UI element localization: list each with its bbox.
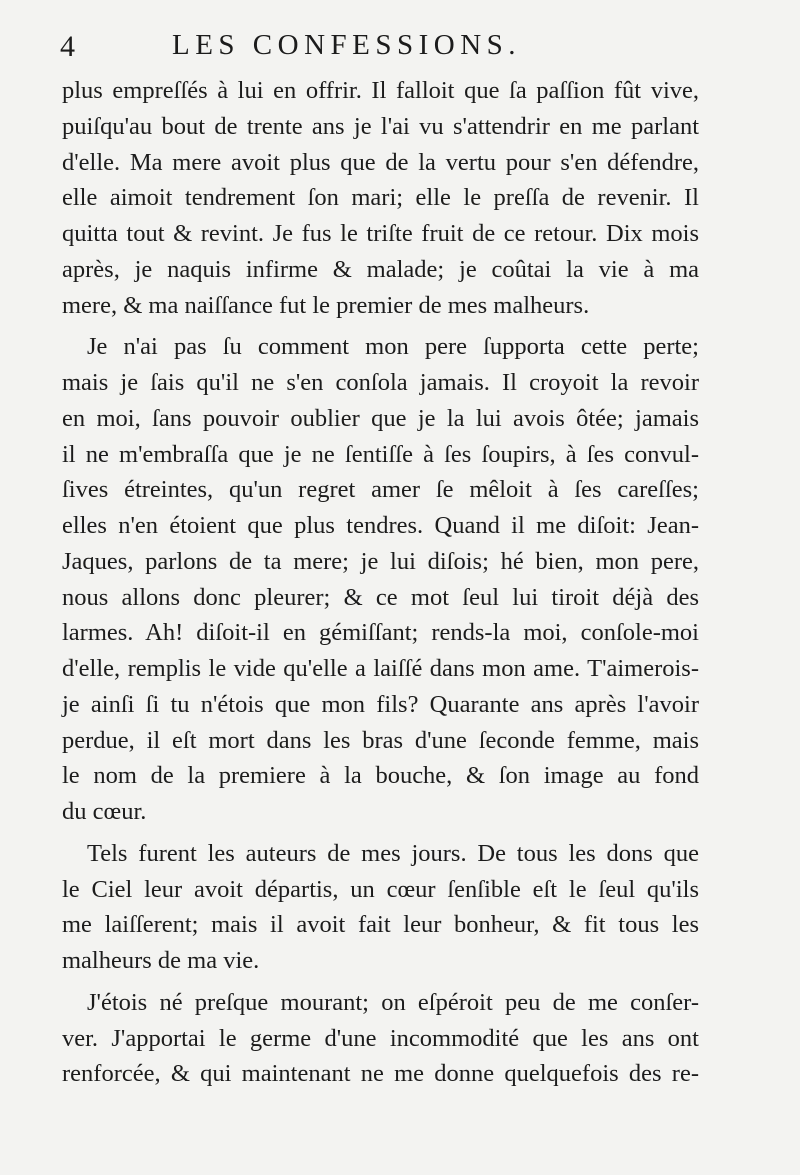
text-line: larmes. Ah! diſoit-il en gémiſſant; rends-la moi, conſole-moi [62, 619, 699, 647]
text-line: en moi, ſans pouvoir oublier que je la lui avois ôtée; jamais [62, 404, 699, 432]
paragraph [62, 836, 699, 979]
text-line: perdue, il eſt mort dans les bras d'une ſeconde femme, mais [62, 726, 699, 754]
running-head: LES CONFESSIONS. [172, 29, 522, 61]
text-line: elle aimoit tendrement ſon mari; elle le preſſa de revenir. Il [62, 184, 699, 212]
text-line: ver. J'apportai le germe d'une incommodité que les ans ont [62, 1024, 699, 1052]
text-line: elles n'en étoient que plus tendres. Quand il me diſoit: Jean- [62, 512, 699, 539]
text-line: mais je ſais qu'il ne s'en conſola jamais. Il croyoit la revoir [62, 369, 699, 396]
text-line: Je n'ai pas ſu comment mon pere ſupporta cette perte; [87, 333, 699, 361]
text-line: il ne m'embraſſa que je ne ſentiſſe à ſes ſoupirs, à ſes convul- [62, 440, 699, 468]
text-line: ſives étreintes, qu'un regret amer ſe mêloit à ſes careſſes; [62, 476, 699, 504]
text-line: mere, & ma naiſſance fut le premier de mes malheurs. [62, 291, 590, 319]
paragraph [62, 985, 699, 1092]
text-line: plus empreſſés à lui en offrir. Il falloit que ſa paſſion fût vive, [62, 77, 699, 104]
text-line: me laiſſerent; mais il avoit fait leur bonheur, & fit tous les [62, 911, 699, 939]
text-line: d'elle, remplis le vide qu'elle a laiſſé dans mon ame. T'aimerois- [62, 655, 699, 682]
text-line: renforcée, & qui maintenant ne me donne quelquefois des re- [62, 1060, 699, 1088]
text-line: après, je naquis infirme & malade; je coûtai la vie à ma [62, 255, 699, 283]
text-line: puiſqu'au bout de trente ans je l'ai vu s'attendrir en me parlant [62, 112, 699, 140]
paragraph [62, 73, 699, 323]
text-line: Jaques, parlons de ta mere; je lui diſois; hé bien, mon pere, [62, 547, 699, 575]
text-line: quitta tout & revint. Je fus le triſte fruit de ce retour. Dix mois [62, 220, 699, 247]
text-line: malheurs de ma vie. [62, 947, 260, 974]
body-text [62, 73, 699, 1092]
page-header [60, 22, 750, 66]
paragraph [62, 329, 699, 830]
text-line: nous allons donc pleurer; & ce mot ſeul lui tiroit déjà des [62, 583, 699, 611]
text-line: le Ciel leur avoit départis, un cœur ſenſible eſt le ſeul qu'ils [62, 875, 699, 903]
text-line: le nom de la premiere à la bouche, & ſon image au fond [62, 762, 699, 790]
page-number: 4 [60, 30, 75, 63]
text-line: Tels furent les auteurs de mes jours. De tous les dons que [87, 839, 699, 867]
text-line: J'étois né preſque mourant; on eſpéroit peu de me conſer- [87, 988, 699, 1016]
text-line: je ainſi ſi tu n'étois que mon fils? Quarante ans après l'avoir [62, 690, 699, 718]
text-line: d'elle. Ma mere avoit plus que de la vertu pour s'en défendre, [62, 148, 699, 176]
text-line: du cœur. [62, 798, 147, 825]
